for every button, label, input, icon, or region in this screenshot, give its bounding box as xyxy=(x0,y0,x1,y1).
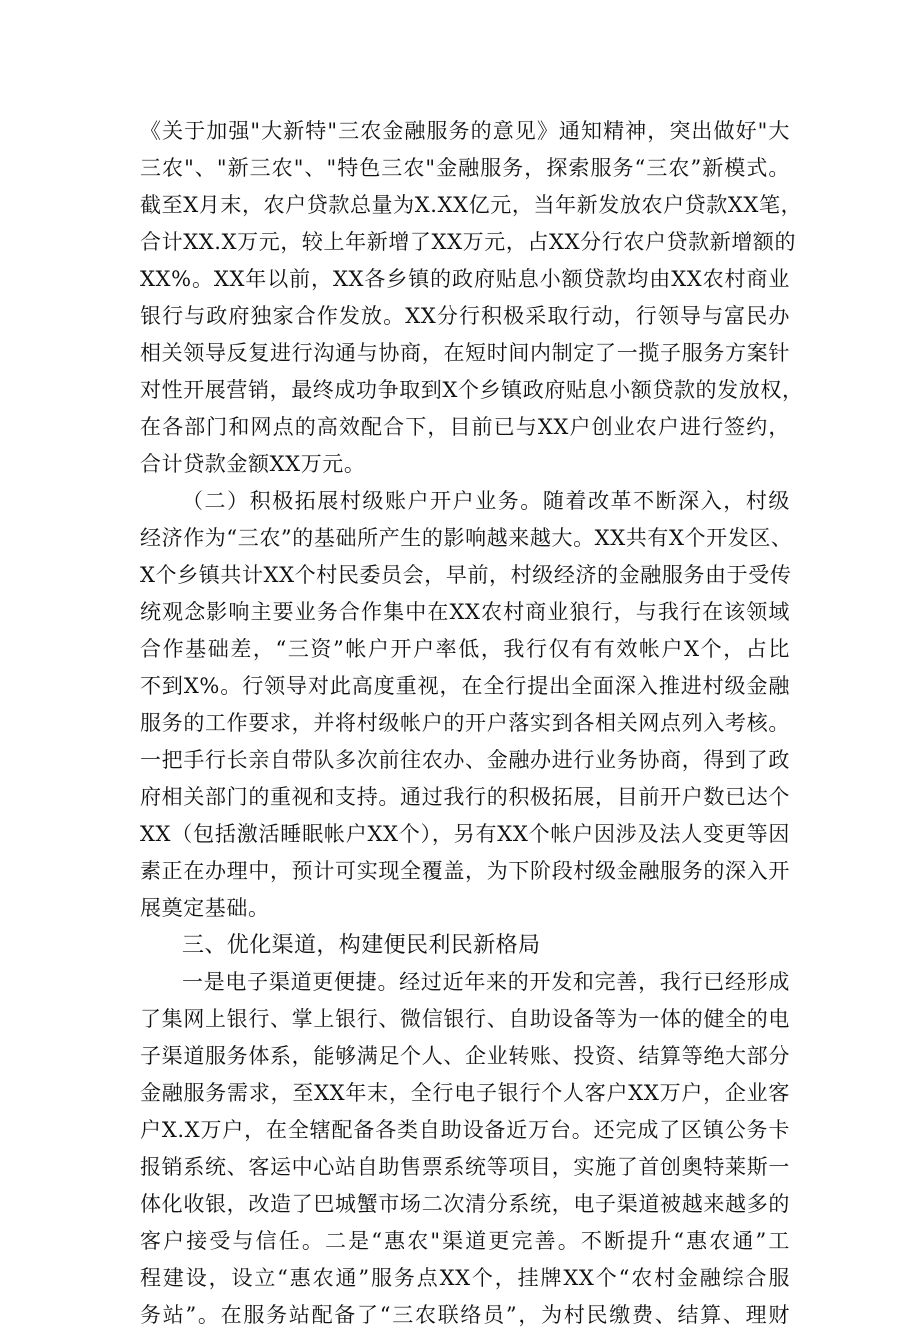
paragraph-rural-loans xyxy=(140,113,804,483)
text-line: 程建设，设立“惠农通”服务点XX个，挂牌XX个“农村金融综合服 xyxy=(140,1266,790,1290)
text-line: 服务的工作要求，并将村级帐户的开户落实到各相关网点列入考核。 xyxy=(140,711,790,735)
text-line: 不到X%。行领导对此高度重视，在全行提出全面深入推进村级金融 xyxy=(140,674,790,698)
text-line: 统观念影响主要业务合作集中在XX农村商业狼行，与我行在该领域 xyxy=(140,600,790,624)
text-line: 府相关部门的重视和支持。通过我行的积极拓展，目前开户数已达个 xyxy=(140,785,790,809)
text-line: XX%。XX年以前，XX各乡镇的政府贴息小额贷款均由XX农村商业 xyxy=(140,267,790,291)
text-line: 相关领导反复进行沟通与协商，在短时间内制定了一揽子服务方案针 xyxy=(140,341,790,365)
text-line: 一是电子渠道更便捷。经过近年来的开发和完善，我行已经形成 xyxy=(182,970,790,994)
text-line: 银行与政府独家合作发放。XX分行积极采取行动，行领导与富民办 xyxy=(140,304,790,328)
text-line: 报销系统、客运中心站自助售票系统等项目，实施了首创奥特莱斯一 xyxy=(140,1155,790,1179)
text-line: 合计贷款金额XX万元。 xyxy=(140,452,366,476)
section-heading: 三、优化渠道，构建便民利民新格局 xyxy=(182,933,541,958)
text-line: （二）积极拓展村级账户开户业务。随着改革不断深入，村级 xyxy=(182,489,790,513)
text-line: 展奠定基础。 xyxy=(140,896,270,920)
text-line: 户X.X万户，在全辖配备各类自助设备近万台。还完成了区镇公务卡 xyxy=(140,1118,790,1142)
text-line: 经济作为“三农”的基础所产生的影响越来越大。XX共有X个开发区、 xyxy=(140,526,793,550)
text-line: 子渠道服务体系，能够满足个人、企业转账、投资、结算等绝大部分 xyxy=(140,1044,790,1068)
text-line: 客户接受与信任。二是“惠农"渠道更完善。不断提升“惠农通”工 xyxy=(140,1229,790,1253)
text-line: 一把手行长亲自带队多次前往农办、金融办进行业务协商，得到了政 xyxy=(140,748,790,772)
text-line: 合作基础差，“三资”帐户开户率低，我行仅有有效帐户X个，占比 xyxy=(140,637,790,661)
paragraph-village-accounts xyxy=(140,483,793,927)
text-line: XX（包括激活睡眠帐户XX个），另有XX个帐户因涉及法人变更等因 xyxy=(140,822,790,846)
text-line: 截至X月末，农户贷款总量为X.XX亿元，当年新发放农户贷款XX笔， xyxy=(140,193,803,217)
text-line: 合计XX.X万元，较上年新增了XX万元，占XX分行农户贷款新增额的 xyxy=(140,230,797,254)
text-line: 在各部门和网点的高效配合下，目前已与XX户创业农户进行签约， xyxy=(140,415,790,439)
text-line: 对性开展营销，最终成功争取到X个乡镇政府贴息小额贷款的发放权， xyxy=(140,378,804,402)
text-line: 体化收银，改造了巴城蟹市场二次清分系统，电子渠道被越来越多的 xyxy=(140,1192,790,1216)
text-line: X个乡镇共计XX个村民委员会，早前，村级经济的金融服务由于受传 xyxy=(140,563,792,587)
document-body xyxy=(140,113,804,1334)
text-line: 《关于加强"大新特"三农金融服务的意见》通知精神，突出做好"大 xyxy=(140,119,790,143)
text-line: 务站”。在服务站配备了“三农联络员”，为村民缴费、结算、理财 xyxy=(140,1303,790,1327)
text-line: 金融服务需求，至XX年末，全行电子银行个人客户XX万户，企业客 xyxy=(140,1081,790,1105)
paragraph-electronic-channels xyxy=(140,964,790,1334)
text-line: 了集网上银行、掌上银行、微信银行、自助设备等为一体的健全的电 xyxy=(140,1007,790,1031)
text-line: 素正在办理中，预计可实现全覆盖，为下阶段村级金融服务的深入开 xyxy=(140,859,790,883)
text-line: 三农"、"新三农"、"特色三农"金融服务，探索服务“三农”新模式。 xyxy=(140,156,790,180)
